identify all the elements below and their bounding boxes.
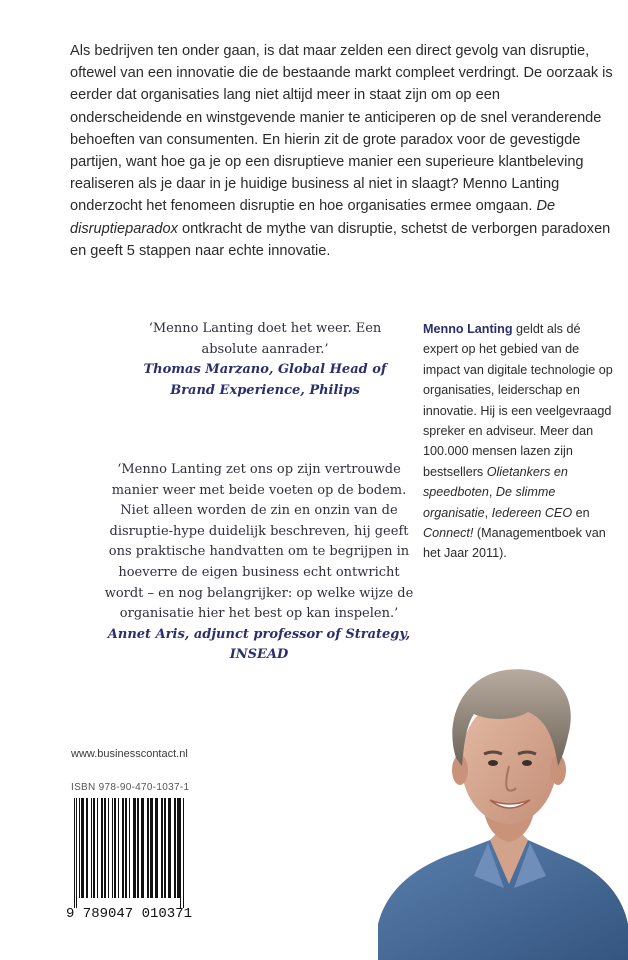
barcode-bar — [125, 798, 127, 898]
author-photo — [378, 662, 628, 960]
barcode-bar — [164, 798, 166, 898]
bio-separator-2: , — [484, 505, 492, 520]
barcode-bar — [114, 798, 116, 898]
quote-aris — [98, 460, 420, 666]
intro-paragraph — [70, 40, 615, 262]
bio-text-1: geldt als dé expert op het gebied van de impact van digitale technologie op organisaties, leiderschap en innovatie. Hij is een veelgevraagd spreker en adviseur. Meer dan 100.000 mensen lazen zijn bestsellers — [423, 322, 613, 479]
barcode-bar — [101, 798, 103, 898]
barcode — [64, 796, 194, 920]
bio-book-iedereen-ceo: Iedereen CEO — [491, 505, 573, 520]
barcode-bar — [177, 798, 180, 898]
barcode-bar — [180, 798, 181, 908]
barcode-bar — [104, 798, 106, 898]
quote-aris-text: ‘Menno Lanting zet ons op zijn vertrouwde manier weer met beide voeten op de bodem. Niet alleen worden de zin en onzin van de disruptie-hype duidelijk beschreven, hij geeft ons praktische handvatten om te begrijpen in hoeverre de eigen business echt ontwricht wordt – en nog belangrijker: op welke wijze de organisatie hier het best op kan inspelen.’ — [104, 462, 414, 622]
bio-book-olietankers: Olietankers en speedboten — [423, 464, 568, 500]
barcode-bar — [97, 798, 98, 898]
barcode-bar — [168, 798, 171, 898]
barcode-bar — [183, 798, 184, 908]
barcode-bar — [108, 798, 109, 898]
barcode-bar — [81, 798, 84, 898]
barcode-bar — [147, 798, 149, 898]
barcode-bar — [129, 798, 130, 898]
intro-book-title: De disruptieparadox — [70, 198, 556, 237]
barcode-digits: 9 789047 010371 — [65, 906, 193, 920]
barcode-bar — [76, 798, 77, 908]
barcode-bar — [161, 798, 163, 898]
bio-book-connect: Connect! — [423, 526, 474, 541]
barcode-bar — [93, 798, 95, 898]
bio-text-2: (Managementboek van het Jaar 2011). — [423, 526, 606, 561]
barcode-bar — [137, 798, 139, 898]
quote-aris-attribution: Annet Aris, adjunct professor of Strategy, INSEAD — [107, 626, 411, 663]
barcode-bar — [74, 798, 75, 908]
barcode-bar — [150, 798, 153, 898]
bio-separator-1: , — [488, 485, 496, 500]
barcode-bar — [112, 798, 113, 898]
barcode-bar — [155, 798, 158, 898]
barcode-bar — [122, 798, 124, 898]
barcode-bar — [118, 798, 119, 898]
barcode-bar — [79, 798, 80, 898]
quote-marzano-text: ‘Menno Lanting doet het weer. Een absolute aanrader.’ — [148, 321, 382, 357]
barcode-bar — [141, 798, 144, 898]
barcode-bar — [133, 798, 136, 898]
barcode-bar — [91, 798, 92, 898]
intro-text-1: Als bedrijven ten onder gaan, is dat maar zelden een direct gevolg van disruptie, oftewel van een innovatie die de bestaande markt compleet verdringt. De oorzaak is eerder dat organisaties lang niet altijd meer in staat zijn om op een onderscheidende en winstgevende manier te anticiperen op de snel veranderende behoeften van consumenten. En hierin zit de grote paradox voor de gevestigde partijen, want hoe ga je op een disruptieve manier een superieure klantbeleving realiseren als je daar in je huidige business al niet in slaagt? Menno Lanting onderzocht het fenomeen disruptie en hoe organisaties ermee omgaan. — [70, 43, 613, 215]
barcode-bar — [174, 798, 176, 898]
bio-book-slimme-organisatie: De slimme organisatie — [423, 485, 556, 520]
intro-text-2: ontkracht de mythe van disruptie, schetst de verborgen paradoxen en geeft 5 stappen naar echte innovatie. — [70, 220, 611, 259]
isbn-label: ISBN 978-90-470-1037-1 — [71, 782, 190, 793]
author-name: Menno Lanting — [423, 322, 513, 336]
quote-marzano-attribution: Thomas Marzano, Global Head of Brand Experience, Philips — [143, 362, 387, 398]
publisher-website: www.businesscontact.nl — [71, 748, 188, 760]
barcode-bar — [86, 798, 88, 898]
author-bio — [423, 319, 613, 564]
bio-separator-3: en — [572, 505, 590, 520]
quote-marzano — [125, 319, 405, 401]
